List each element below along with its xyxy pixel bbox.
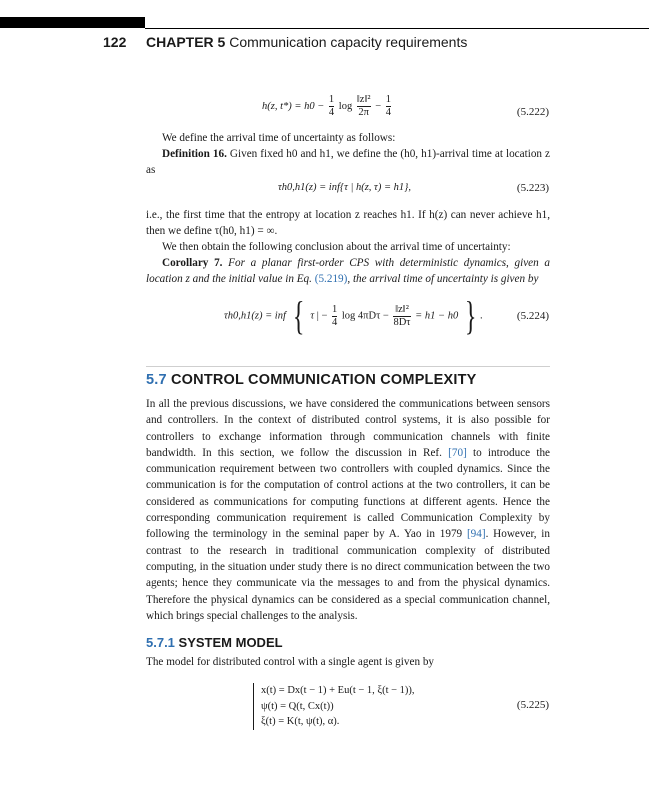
equation-lhs: τh0,h1(z) = inf bbox=[224, 310, 286, 322]
log-operator: log bbox=[338, 100, 353, 112]
corollary-text-end: , the arrival time of uncertainty is given by bbox=[347, 273, 539, 286]
numerator: 1 bbox=[328, 94, 335, 105]
corollary-label: Corollary 7. bbox=[162, 257, 223, 269]
paragraph-text: . However, in contrast to the research in traditional communication complexity of distributed computing, in the situation under study there is no direct communication between the two agents; hence they communicate via the messages to and from the physical dynamics. Therefore the physical dynamics can be considered as a special communication channel, which brings special challenges to the analysis. bbox=[146, 528, 550, 622]
chapter-label: CHAPTER 5 bbox=[146, 34, 226, 50]
section-heading-5-7 bbox=[146, 372, 477, 388]
fraction bbox=[357, 94, 371, 119]
equation-5-222 bbox=[262, 94, 393, 119]
fraction bbox=[329, 94, 334, 119]
equation-line: ξ(t) = K(t, ψ(t), α). bbox=[261, 716, 340, 727]
subsection-title: SYSTEM MODEL bbox=[178, 635, 283, 650]
definition-label: Definition 16. bbox=[162, 148, 227, 160]
numerator: 1 bbox=[332, 303, 338, 315]
paragraph-model-intro: The model for distributed control with a single agent is given by bbox=[146, 656, 435, 668]
subsection-heading-5-7-1 bbox=[146, 635, 283, 650]
definition-16 bbox=[146, 146, 550, 179]
denominator: 8Dτ bbox=[393, 316, 411, 328]
equation-number: (5.224) bbox=[516, 310, 549, 322]
page-number: 122 bbox=[103, 34, 127, 50]
paragraph-arrival-intro: We define the arrival time of uncertainty as follows: bbox=[162, 132, 396, 144]
paragraph-communication-complexity bbox=[146, 396, 550, 624]
log-term: log 4πDτ − bbox=[341, 310, 389, 322]
equation-number: (5.223) bbox=[516, 182, 549, 194]
denominator: 2π bbox=[358, 107, 369, 118]
equation-lhs: h(z, t*) = h0 − bbox=[262, 100, 325, 112]
numerator: 1 bbox=[385, 94, 391, 105]
denominator: 4 bbox=[385, 107, 391, 118]
denominator: 4 bbox=[332, 316, 338, 328]
equation-5-224: τh0,h1(z) = inf { τ | − $\frac{1}{4}$ log 4πDτ − $\frac{\text{‖z‖²}}{8D\tau}$ = h1 − h0 } . bbox=[224, 293, 483, 338]
fraction bbox=[332, 304, 337, 329]
citation-link-70[interactable]: [70] bbox=[448, 446, 467, 459]
corollary-7 bbox=[146, 255, 550, 288]
running-header bbox=[146, 34, 467, 50]
left-brace: { bbox=[292, 293, 304, 338]
operator: − bbox=[375, 100, 382, 112]
equation-number: (5.225) bbox=[516, 699, 549, 711]
equation-line: ψ(t) = Q(t, Cx(t)) bbox=[261, 700, 334, 712]
section-title: CONTROL COMMUNICATION COMPLEXITY bbox=[171, 372, 477, 388]
equation-5-225 bbox=[253, 683, 415, 730]
numerator: ‖z‖² bbox=[395, 303, 409, 315]
paragraph-text: In all the previous discussions, we have considered the communications between sensors and controllers. In the context of distributed control systems, it is also possible for controllers to exchange information through communication channels with finite bandwidth. In this section, we follow the discussion in Ref. bbox=[146, 398, 550, 459]
corollary-text: For a planar first-order CPS with deterministic dynamics, given a location z and the initial value in Eq. bbox=[146, 257, 550, 286]
equation-rhs: = h1 − h0 bbox=[415, 310, 459, 322]
header-rule bbox=[145, 28, 649, 29]
numerator: ‖z‖² bbox=[356, 94, 371, 105]
equation-5-223: τh0,h1(z) = inf{τ | h(z, τ) = h1}, bbox=[278, 182, 411, 193]
definition-text: Given fixed h0 and h1, we define the (h0, h1)-arrival time at location z as bbox=[146, 148, 551, 177]
fraction bbox=[393, 304, 410, 329]
header-bar bbox=[0, 17, 145, 28]
paragraph-entropy: i.e., the first time that the entropy at location z reaches h1. If h(z) can never achieve h1, then we define τ(h0, h1) = ∞. bbox=[146, 209, 550, 238]
tau-symbol: τ bbox=[310, 310, 315, 322]
equation-line: x(t) = Dx(t − 1) + Eu(t − 1, ξ(t − 1)), bbox=[261, 685, 415, 696]
paragraph-conclusion-intro: We then obtain the following conclusion about the arrival time of uncertainty: bbox=[162, 241, 511, 253]
fraction bbox=[386, 94, 391, 119]
citation-link-94[interactable]: [94] bbox=[466, 528, 486, 541]
right-brace: } bbox=[464, 293, 477, 338]
equation-reference-link[interactable]: (5.219) bbox=[314, 273, 348, 286]
operator: − bbox=[321, 310, 328, 322]
subsection-number: 5.7.1 bbox=[146, 635, 175, 650]
equation-number: (5.222) bbox=[516, 106, 549, 118]
chapter-title: Communication capacity requirements bbox=[229, 34, 468, 50]
paragraph-text: to introduce the communication requirement between two controllers with coupled dynamics. Since the communication is for the computation of control actions at the two controllers, it can be considered as communications for computing functions at different agents. Hence the corresponding communication requirement is called Communication Complexity by following the terminology in the seminal paper by A. Yao in 1979 bbox=[146, 446, 551, 541]
denominator: 4 bbox=[328, 107, 335, 118]
section-number: 5.7 bbox=[146, 372, 167, 388]
section-divider bbox=[146, 366, 550, 367]
